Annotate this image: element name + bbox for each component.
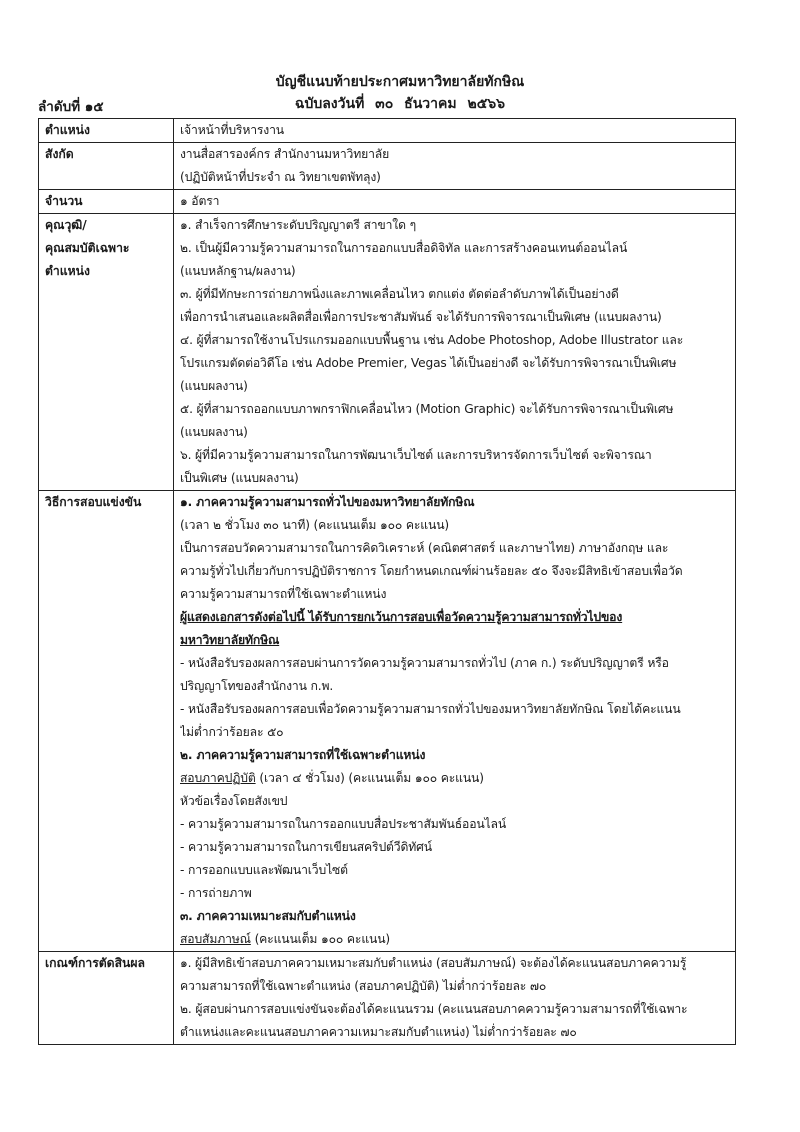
qualification-line: เพื่อการนำเสนอและผลิตสื่อเพื่อการประชาสัมพันธ์ จะได้รับการพิจารณาเป็นพิเศษ (แนบผลงาน): [180, 310, 662, 324]
exam-part1-desc: เป็นการสอบวัดความสามารถในการคิดวิเคราะห์ (คณิตศาสตร์ และภาษาไทย) ภาษาอังกฤษ และ: [180, 541, 669, 555]
exam-topic: - การถ่ายภาพ: [180, 886, 252, 900]
exam-topic: - ความรู้ความสามารถในการออกแบบสื่อประชาสัมพันธ์ออนไลน์: [180, 817, 507, 831]
practical-detail: (เวลา ๔ ชั่วโมง) (คะแนนเต็ม ๑๐๐ คะแนน): [255, 771, 484, 785]
criteria-line: ๒. ผู้สอบผ่านการสอบแข่งขันจะต้องได้คะแนนรวม (คะแนนสอบภาคความรู้ความสามารถที่ใช้เฉพาะ: [180, 1002, 688, 1016]
exam-part2-heading: ๒. ภาคความรู้ความสามารถที่ใช้เฉพาะตำแหน่ง: [180, 748, 426, 762]
value-qualifications: [174, 214, 736, 491]
exam-part3-interview: [180, 928, 729, 951]
qualification-line: ๖. ผู้ที่มีความรู้ความสามารถในการพัฒนาเว็บไซต์ และการบริหารจัดการเว็บไซต์ จะพิจารณา: [180, 448, 652, 462]
exam-topics-heading: หัวข้อเรื่องโดยสังเขป: [180, 794, 288, 808]
exemption-item: ปริญญาโทของสำนักงาน ก.พ.: [180, 679, 334, 693]
qualification-line: (แนบผลงาน): [180, 425, 248, 439]
value-affiliation: [174, 143, 736, 190]
criteria-line: ตำแหน่งและคะแนนสอบภาคความเหมาะสมกับตำแหน่ง) ไม่ต่ำกว่าร้อยละ ๗๐: [180, 1025, 577, 1039]
row-exam: [39, 491, 736, 952]
interview-label: สอบสัมภาษณ์: [180, 932, 251, 946]
position-table: [38, 118, 736, 1045]
label-criteria: เกณฑ์การตัดสินผล: [39, 952, 174, 1045]
row-quota: [39, 190, 736, 214]
value-criteria: [174, 952, 736, 1045]
qualification-line: ๑. สำเร็จการศึกษาระดับปริญญาตรี สาขาใด ๆ: [180, 218, 416, 232]
exemption-heading: ผู้แสดงเอกสารดังต่อไปนี้ ได้รับการยกเว้นการสอบเพื่อวัดความรู้ความสามารถทั่วไปของ: [180, 610, 623, 624]
label-quota: จำนวน: [39, 190, 174, 214]
criteria-line: ๑. ผู้มีสิทธิเข้าสอบภาคความเหมาะสมกับตำแหน่ง (สอบสัมภาษณ์) จะต้องได้คะแนนสอบภาคความรู้: [180, 956, 687, 970]
qualification-line: (แนบผลงาน): [180, 379, 248, 393]
label-exam: วิธีการสอบแข่งขัน: [39, 491, 174, 952]
qualification-line: ๕. ผู้ที่สามารถออกแบบภาพกราฟิกเคลื่อนไหว (Motion Graphic) จะได้รับการพิจารณาเป็นพิเศษ: [180, 402, 674, 416]
qualification-line: เป็นพิเศษ (แนบผลงาน): [180, 471, 299, 485]
exemption-item: - หนังสือรับรองผลการสอบเพื่อวัดความรู้ความสามารถทั่วไปของมหาวิทยาลัยทักษิณ โดยได้คะแนน: [180, 702, 681, 716]
row-position: [39, 119, 736, 143]
exam-topic: - การออกแบบและพัฒนาเว็บไซต์: [180, 863, 348, 877]
qualification-line: ๔. ผู้ที่สามารถใช้งานโปรแกรมออกแบบพื้นฐาน เช่น Adobe Photoshop, Adobe Illustrator และ: [180, 333, 684, 347]
exam-part1-time: (เวลา ๒ ชั่วโมง ๓๐ นาที) (คะแนนเต็ม ๑๐๐ คะแนน): [180, 518, 449, 532]
qualifications-label-line: คุณวุฒิ/: [45, 218, 87, 232]
qualification-line: (แนบหลักฐาน/ผลงาน): [180, 264, 296, 278]
practical-label: สอบภาคปฏิบัติ: [180, 771, 256, 785]
qualification-line: ๓. ผู้ที่มีทักษะการถ่ายภาพนิ่งและภาพเคลื่อนไหว ตกแต่ง ตัดต่อลำดับภาพได้เป็นอย่างดี: [180, 287, 619, 301]
exam-part1-heading: ๑. ภาคความรู้ความสามารถทั่วไปของมหาวิทยาลัยทักษิณ: [180, 495, 475, 509]
exam-part2-practical: [180, 767, 729, 790]
row-affiliation: [39, 143, 736, 190]
exemption-heading: มหาวิทยาลัยทักษิณ: [180, 633, 280, 647]
label-affiliation: สังกัด: [39, 143, 174, 190]
value-exam: [174, 491, 736, 952]
exam-part1-desc: ความรู้ทั่วไปเกี่ยวกับการปฏิบัติราชการ โดยกำหนดเกณฑ์ผ่านร้อยละ ๕๐ จึงจะมีสิทธิเข้าสอบเพื่อวัด: [180, 564, 683, 578]
row-qualifications: [39, 214, 736, 491]
affiliation-line: (ปฏิบัติหน้าที่ประจำ ณ วิทยาเขตพัทลุง): [180, 170, 381, 184]
sequence-number: ลำดับที่ ๑๕: [38, 99, 104, 115]
qualification-line: โปรแกรมตัดต่อวิดีโอ เช่น Adobe Premier, Vegas ได้เป็นอย่างดี จะได้รับการพิจารณาเป็นพิเศษ: [180, 356, 677, 370]
exemption-item: ไม่ต่ำกว่าร้อยละ ๕๐: [180, 725, 284, 739]
row-criteria: [39, 952, 736, 1045]
value-quota: ๑ อัตรา: [174, 190, 736, 214]
exam-part3-heading: ๓. ภาคความเหมาะสมกับตำแหน่ง: [180, 909, 356, 923]
affiliation-line: งานสื่อสารองค์กร สำนักงานมหาวิทยาลัย: [180, 147, 390, 161]
label-qualifications: [39, 214, 174, 491]
criteria-line: ความสามารถที่ใช้เฉพาะตำแหน่ง (สอบภาคปฏิบัติ) ไม่ต่ำกว่าร้อยละ ๗๐: [180, 979, 547, 993]
qualifications-label-line: คุณสมบัติเฉพาะ: [45, 241, 130, 255]
interview-detail: (คะแนนเต็ม ๑๐๐ คะแนน): [250, 932, 390, 946]
qualification-line: ๒. เป็นผู้มีความรู้ความสามารถในการออกแบบสื่อดิจิทัล และการสร้างคอนเทนต์ออนไลน์: [180, 241, 628, 255]
document-title: บัญชีแนบท้ายประกาศมหาวิทยาลัยทักษิณ: [275, 74, 525, 90]
exam-part1-desc: ความรู้ความสามารถที่ใช้เฉพาะตำแหน่ง: [180, 587, 387, 601]
value-position: เจ้าหน้าที่บริหารงาน: [174, 119, 736, 143]
label-position: ตำแหน่ง: [39, 119, 174, 143]
exemption-item: - หนังสือรับรองผลการสอบผ่านการวัดความรู้ความสามารถทั่วไป (ภาค ก.) ระดับปริญญาตรี หรือ: [180, 656, 669, 670]
qualifications-label-line: ตำแหน่ง: [45, 264, 90, 278]
document-date: ฉบับลงวันที่ ๓๐ ธันวาคม ๒๕๖๖: [294, 96, 506, 112]
exam-topic: - ความรู้ความสามารถในการเขียนสคริปต์วีดิทัศน์: [180, 840, 432, 854]
